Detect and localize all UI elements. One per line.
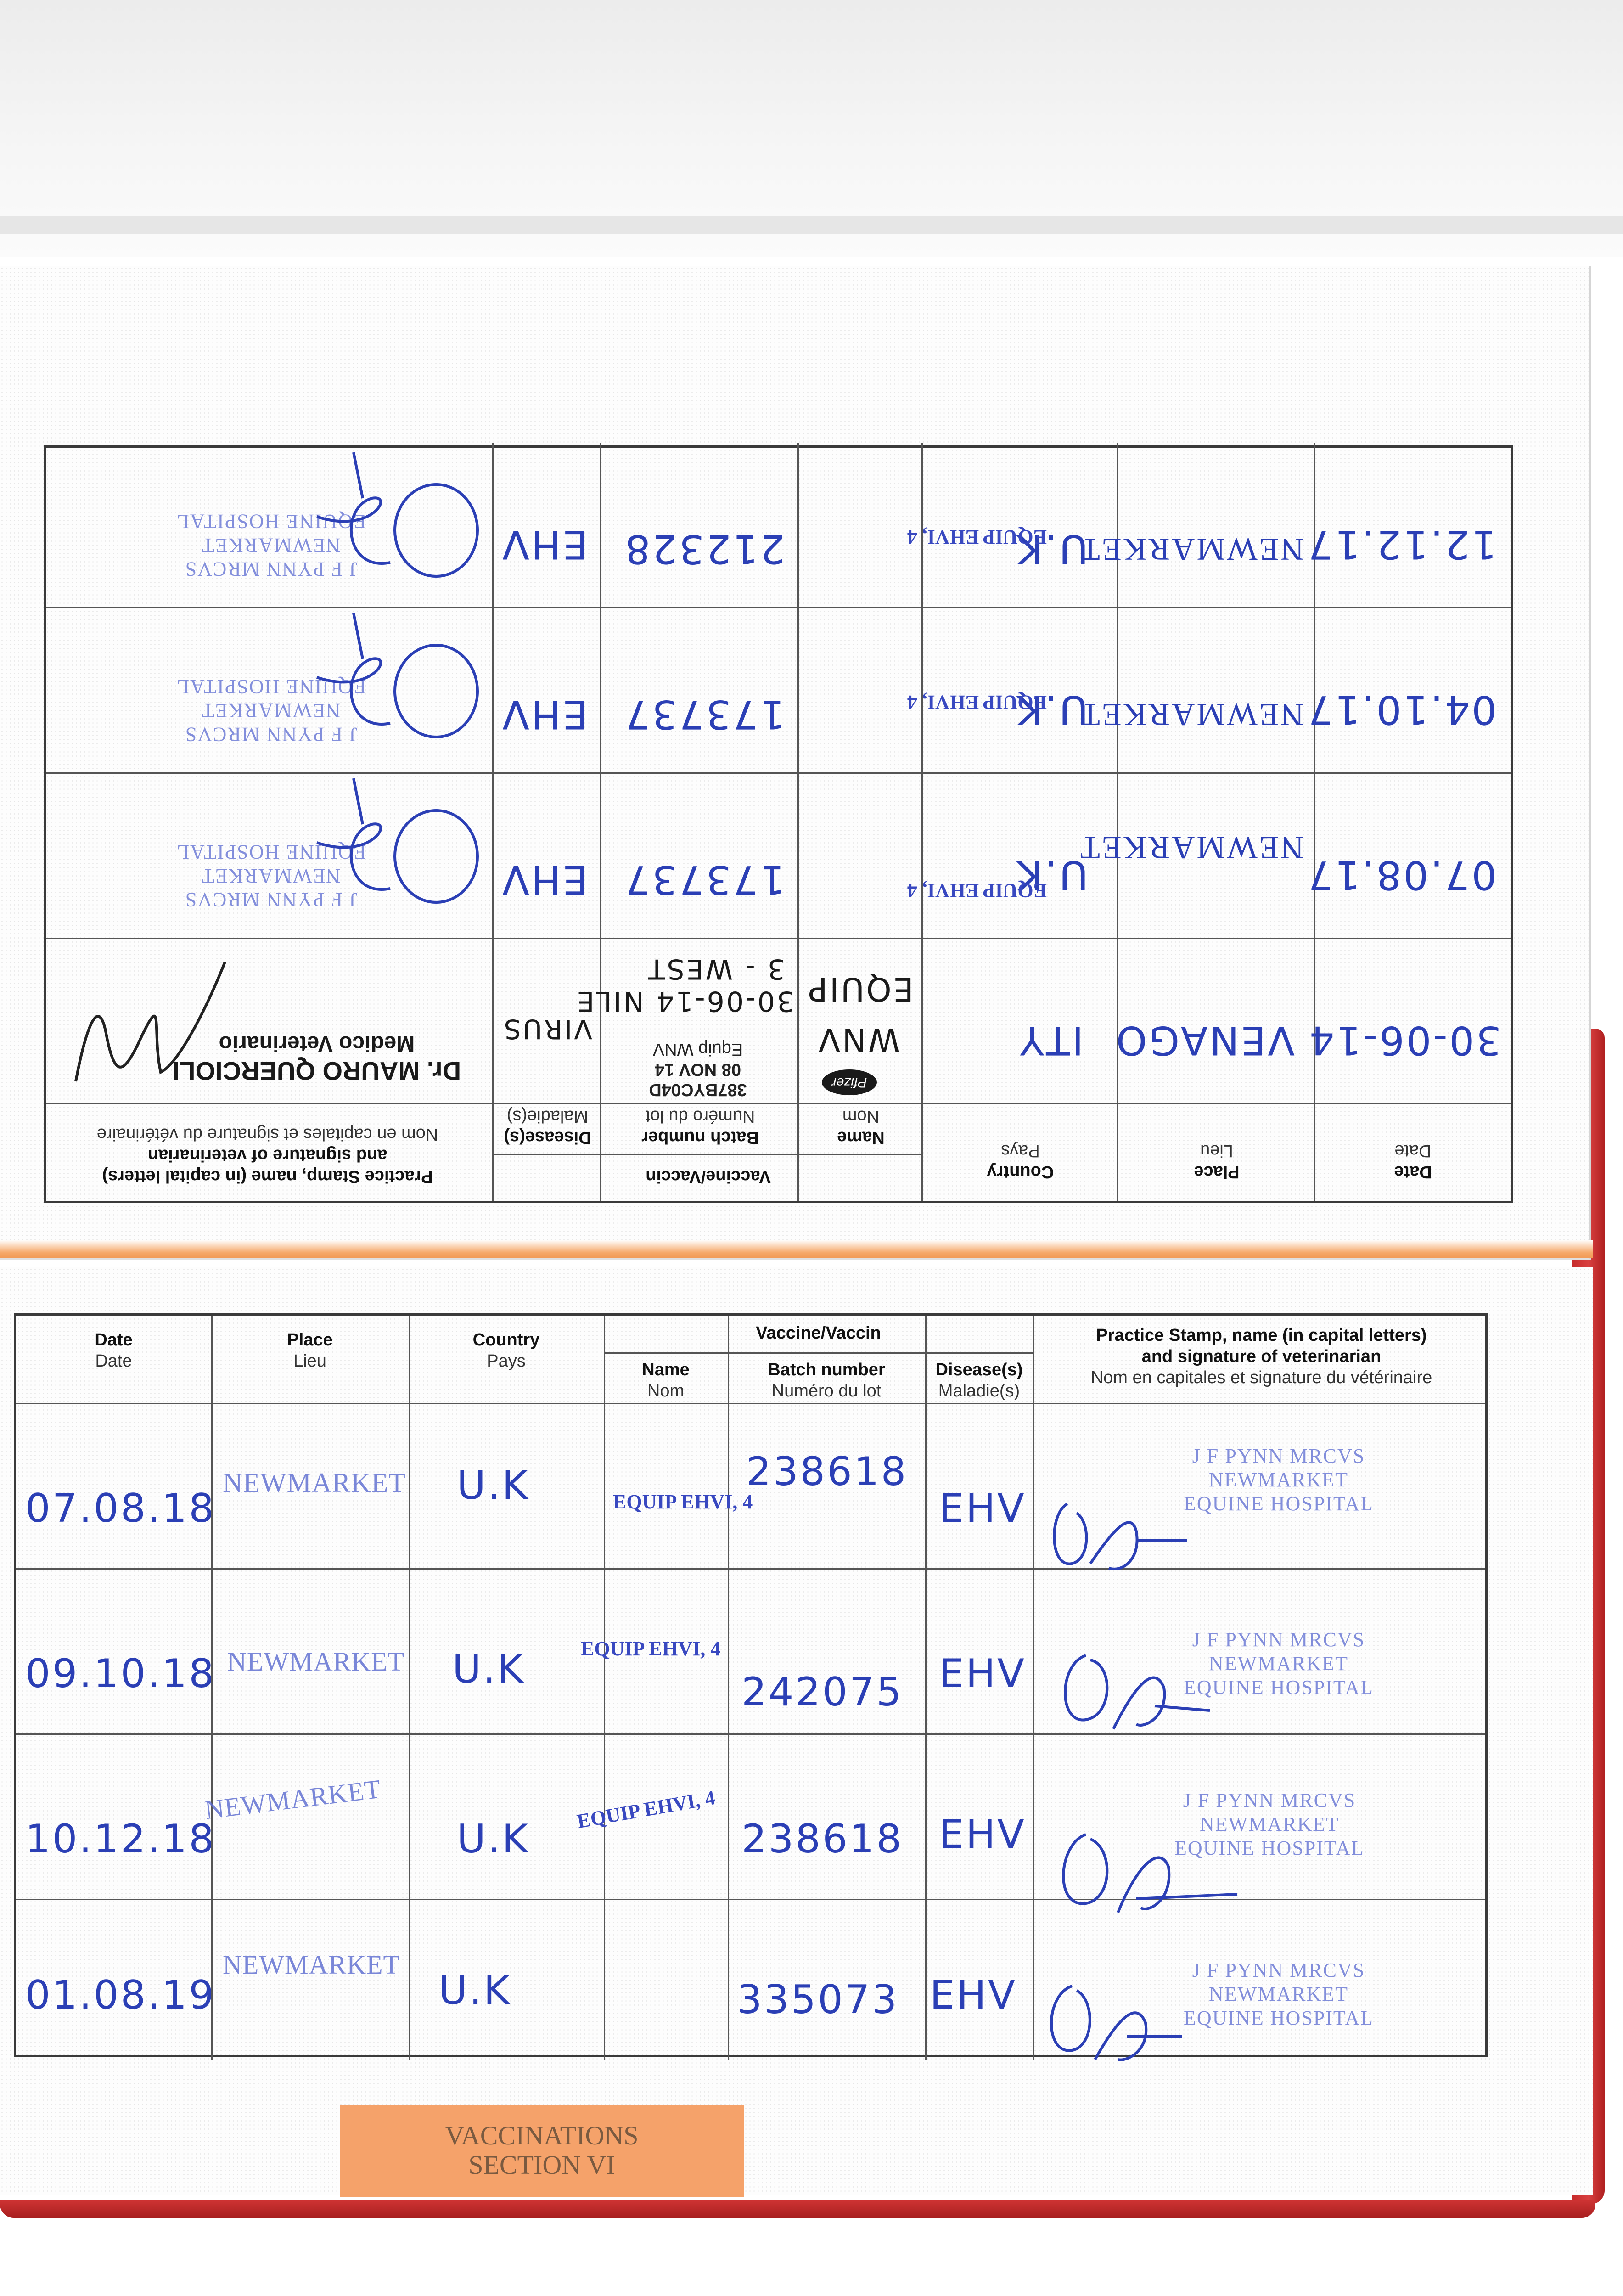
entry-batch-handwritten: 3 - WEST [646,953,785,985]
entry-date: 09.10.18 [25,1651,216,1697]
passport-cover-bottom [0,2200,1595,2218]
practice-signature [298,774,491,925]
entry-place: NEWMARKET [223,1468,406,1498]
header-disease: Disease(s) Maladie(s) [935,1360,1023,1401]
entry-country: U.K [452,1646,525,1692]
batch-sticker: 387BYC04D 08 NOV 14 Equip WNV [649,1040,747,1099]
header-batch: Batch number Numéro du lot [768,1360,885,1401]
practice-signature [298,608,491,760]
entry-date: 01.08.19 [25,1972,216,2018]
practice-signature [1045,1637,1237,1738]
entry-batch: 173737 [623,691,785,737]
entry-disease: EHV [939,1486,1026,1531]
entry-date: 07.08.18 [25,1486,216,1531]
entry-name: EQUIP EHVI, 4 [907,526,1047,548]
header-name: Name Nom [642,1360,690,1401]
page-fold-edge [0,1240,1593,1258]
pfizer-logo: Pfizer [822,1069,877,1095]
practice-signature [1040,1495,1233,1577]
entry-date: 07.08.17 [1306,852,1497,898]
header-date: Date Date [1394,1141,1432,1182]
practice-signature [1035,1977,1228,2064]
header-vaccine: Vaccine/Vaccin [756,1323,881,1343]
entry-country: U.K [457,1816,530,1862]
veterinarian-signature [69,948,234,1100]
entry-batch: 335073 [737,1977,899,2023]
practice-signature [298,448,491,599]
entry-batch: 212328 [623,526,785,572]
entry-disease: EHV [939,1651,1026,1697]
entry-place: NEWMARKET [227,1647,404,1677]
practice-stamp: J F PYNN MRCVS NEWMARKET EQUINE HOSPITAL [1174,1789,1365,1859]
entry-place: NEWMARKET [203,1773,383,1825]
entry-disease: VIRUS [502,1013,592,1045]
entry-country: U.K [1015,526,1088,572]
entry-country: U.K [438,1968,511,2014]
entry-date: 30-06-14 [1307,1017,1501,1063]
practice-stamp: J F PYNN MRCVS NEWMARKET EQUINE HOSPITAL [1184,1628,1374,1699]
vaccination-table-upper [44,445,1513,1203]
entry-place: NEWMARKET [1078,531,1304,567]
vaccination-table-lower [14,1313,1488,2057]
entry-batch: 238618 [746,1449,908,1495]
header-place: Place Lieu [1194,1141,1240,1182]
entry-batch-handwritten: 30-06-14 NILE [575,985,794,1017]
entry-country: ITY [1018,1017,1084,1063]
entry-place: NEWMARKET [1078,830,1304,865]
entry-batch: 238618 [741,1816,904,1862]
entry-disease: EHV [930,1972,1017,2018]
practice-stamp: J F PYNN MRCVS NEWMARKET EQUINE HOSPITAL [176,841,366,911]
entry-disease: EHV [500,521,588,567]
entry-place: VENAGO [1114,1017,1295,1063]
header-country: Country Pays [987,1141,1054,1182]
header-disease: Disease(s) Maladie(s) [504,1107,591,1147]
practice-signature [1045,1821,1251,1922]
entry-disease: EHV [500,856,588,902]
header-country: Country Pays [472,1330,540,1371]
entry-place: NEWMARKET [223,1950,400,1980]
entry-date: 04.10.17 [1306,687,1497,732]
veterinarian-stamp: Dr. MAURO QUERCIOLI Medico Veterinario [172,1031,461,1086]
entry-disease: EHV [939,1812,1026,1857]
entry-name: EQUIP EHVI, 4 [907,691,1047,714]
header-practice-stamp: Practice Stamp, name (in capital letters) and signature of veterinarian Nom en capitales et signature du vétérinaire [1090,1326,1432,1387]
entry-name: EQUIP [806,970,914,1008]
entry-name: EQUIP EHVI, 4 [581,1638,721,1660]
entry-disease: EHV [500,691,588,737]
entry-name: WNV [816,1021,900,1058]
practice-stamp: J F PYNN MRCVS NEWMARKET EQUINE HOSPITAL [1184,1959,1374,2029]
section-tab: VACCINATIONS SECTION VI [340,2105,744,2197]
practice-stamp: J F PYNN MRCVS NEWMARKET EQUINE HOSPITAL [176,675,366,746]
entry-name: EQUIP EHVI, 4 [907,879,1047,902]
entry-name: EQUIP EHVI, 4 [613,1491,753,1513]
entry-country: U.K [1015,852,1088,898]
entry-country: U.K [457,1463,530,1508]
entry-country: U.K [1015,687,1088,732]
header-place: Place Lieu [287,1330,333,1371]
scan-top-strip [0,216,1623,234]
entry-place: NEWMARKET [1078,697,1304,732]
header-batch: Batch number Numéro du lot [641,1107,759,1147]
practice-stamp: J F PYNN MRCVS NEWMARKET EQUINE HOSPITAL [1184,1445,1374,1515]
header-date: Date Date [95,1330,133,1371]
entry-name: EQUIP EHVI, 4 [575,1786,717,1833]
entry-batch: 173737 [623,856,785,902]
entry-date: 10.12.18 [25,1816,216,1862]
practice-stamp: J F PYNN MRCVS NEWMARKET EQUINE HOSPITAL [176,510,366,580]
entry-date: 12.12.17 [1306,521,1497,567]
entry-batch: 242075 [741,1669,904,1715]
header-name: Name Nom [837,1107,885,1147]
header-vaccine: Vaccine/Vaccin [646,1167,771,1186]
header-practice-stamp: Practice Stamp, name (in capital letters) and signature of veterinarian Nom en capitales et signature du vétérinaire [96,1125,438,1186]
